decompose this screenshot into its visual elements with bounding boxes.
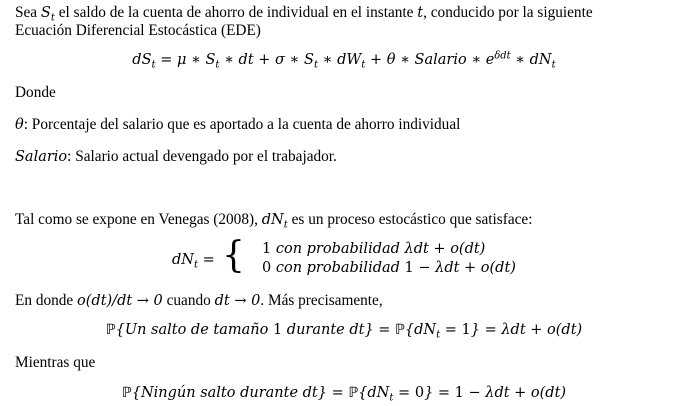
case-row-2: 0 con probabilidad 1 − λdt + o(dt)	[262, 260, 516, 276]
intro-line-1: Sea $S_t$ el saldo de la cuenta de ahorro de individual en el instante t, conducido por la siguiente	[15, 4, 593, 24]
sde-equation: $dS_t = \mu$ ∗ $S_t$ ∗ dt + σ ∗ $S_t$ ∗ $dW_t + \theta$ ∗ Salario ∗ $e^{\delta dt}$ ∗ $dN_t$	[132, 50, 556, 71]
prob-one-jump-equation: ℙ{Un salto de tamaño 1 durante $dt\} = ℙ\{dN_t = 1\} = \lambda dt + o(dt)$	[105, 322, 583, 341]
prob-no-jump-equation: ℙ{Ningún salto durante $dt\} = ℙ\{dN_t = 0\} = 1 - \lambda dt + o(dt)$	[121, 385, 567, 404]
intro-line-2: Ecuación Diferencial Estocástica (EDE)	[15, 22, 261, 39]
cases-lhs: $dN_t$ =	[172, 252, 215, 271]
left-brace: {	[222, 235, 245, 276]
salario-definition: Salario: Salario actual devengado por el trabajador.	[15, 148, 337, 165]
var-st: $S_t$	[40, 5, 55, 24]
mientras-label: Mientras que	[15, 354, 96, 371]
venegas-paragraph: Tal como se expone en Venegas (2008), $dN_t$ es un proceso estocástico que satisface:	[15, 211, 533, 231]
case-row-1: 1 con probabilidad λdt + o(dt)	[262, 241, 486, 257]
limit-paragraph: En donde o(dt)/dt → 0 cuando dt → 0. Más precisamente,	[15, 292, 383, 309]
donde-label: Donde	[15, 84, 56, 101]
theta-definition: θ: Porcentaje del salario que es aportado a la cuenta de ahorro individual	[15, 116, 461, 133]
